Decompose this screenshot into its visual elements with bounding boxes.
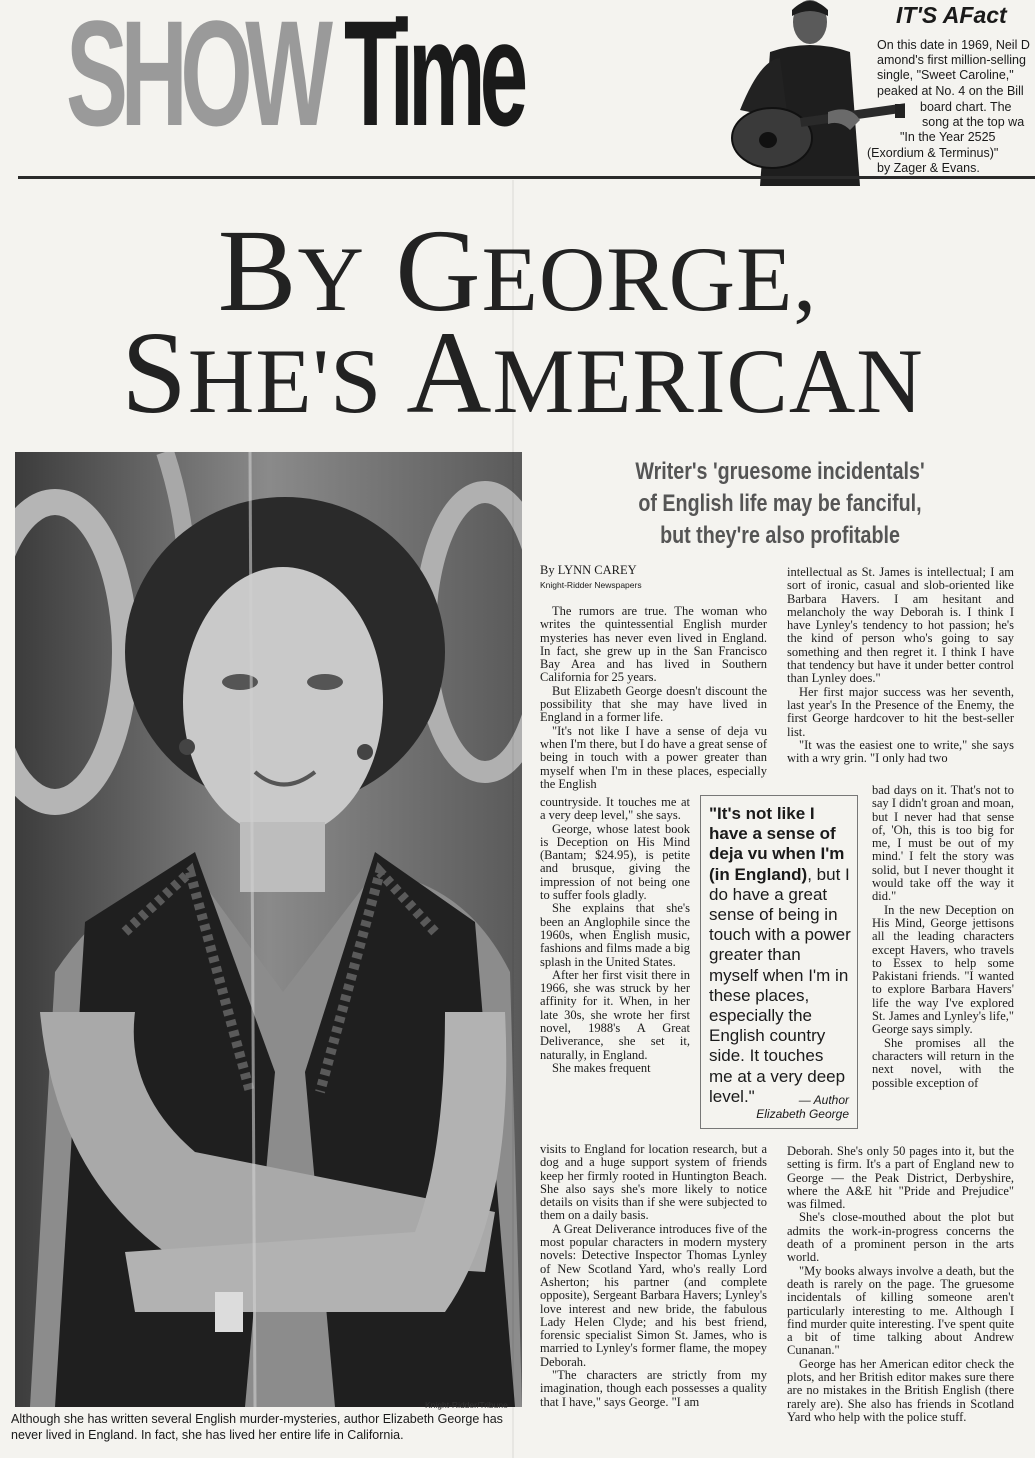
- fact-line: peaked at No. 4 on the Bill: [877, 84, 1024, 98]
- paragraph: After her first visit there in 1966, she was struck by her affinity for it. When, in her late 30s, she wrote her first novel, 1988's A Great Deliverance, she set it, naturally, in England.: [540, 967, 690, 1062]
- paragraph: bad days on it. That's not to say I didn't groan and moan, but I never had that sense of, 'Oh, this is too big for me, I must be out of my mind.' I felt the story was solid, but I never thought it would take off the way it did.": [872, 783, 1014, 904]
- deck-line: of English life may be fanciful,: [638, 490, 922, 517]
- fact-line: (Exordium & Terminus)": [867, 146, 999, 160]
- paragraph: She makes frequent: [552, 1060, 651, 1075]
- logo-time: Time: [344, 0, 523, 157]
- article-column-1-bottom: [540, 1143, 767, 1409]
- fact-line: board chart. The: [920, 100, 1012, 114]
- paragraph: Deborah. She's only 50 pages into it, but the setting is firm. It's a part of England new to George — the Peak District, Derbyshire, where the A&E hit "Pride and Prejudice" was filmed.: [787, 1144, 1014, 1212]
- headline-line-2: SHE'S AMERICAN: [121, 307, 924, 438]
- fact-line: by Zager & Evans.: [877, 161, 980, 175]
- article-column-1-narrow: [540, 796, 690, 1075]
- headline-line-1: BY GEORGE,: [217, 205, 818, 336]
- fact-title: IT'S AFact: [896, 2, 1007, 28]
- article-column-2-bottom: [787, 1145, 1014, 1424]
- paragraph: She's close-mouthed about the plot but admits the work-in-progress concerns the death of a prominent person in the arts world.: [787, 1210, 1014, 1265]
- pull-quote-text: "It's not like I have a sense of deja vu when I'm (in England), but I do have a great sense of being in touch with a power greater than myself when I'm in these places, especially the English country side. It touches me at a very deep level.": [709, 804, 851, 1106]
- paragraph: Her first major success was her seventh, last year's In the Presence of the Enemy, the first George hardcover to hit the best-seller list.: [787, 684, 1014, 739]
- author-photo: [15, 452, 522, 1407]
- pull-quote: [700, 795, 858, 1129]
- paragraph: "My books always involve a death, but the death is rarely on the page. The gruesome incidentals of killing someone aren't particularly interesting to me. Although I find murder quite interesting. I've spent quite a bit of time talking about Andrew Cunanan.": [787, 1263, 1014, 1358]
- fact-line: "In the Year 2525: [900, 130, 996, 144]
- paragraph: countryside. It touches me at a very deep level," she says.: [540, 795, 690, 823]
- paragraph: "The characters are strictly from my imagination, though each possesses a quality that I have," says George. "I am: [540, 1368, 767, 1409]
- paper-fold: [512, 180, 514, 1458]
- paragraph: She explains that she's been an Anglophile since the 1960s, when English music, fashions and films made a big splash in the United States.: [540, 901, 690, 969]
- article-column-1-top: [540, 605, 767, 791]
- article-column-2-top: [787, 566, 1014, 765]
- paragraph: She promises all the characters will return in the next novel, with the possible exception of: [872, 1035, 1014, 1090]
- masthead: [0, 0, 1035, 180]
- article-column-2-narrow: [872, 784, 1014, 1090]
- deck-line: Writer's 'gruesome incidentals': [635, 458, 925, 485]
- logo-show: SHOW: [66, 0, 326, 157]
- deck: [600, 456, 961, 552]
- byline-agency: Knight-Ridder Newspapers: [540, 580, 642, 590]
- paragraph: visits to England for location research, but a dog and a huge support system of friends keep her firmly rooted in Huntington Beach. She also says she's more likely to notice details on visits than if she were subjected to them on a daily basis.: [540, 1142, 767, 1223]
- fact-line: amond's first million-selling: [877, 53, 1026, 67]
- paragraph: "It's not like I have a sense of deja vu when I'm there, but I do have a great sense of being in touch with a power greater than myself when I'm in these places, especially the English: [540, 723, 767, 791]
- paragraph: George has her American editor check the plots, and her British editor makes sure there are no mistakes in the British English (there rarely are). She also has friends in Scotland Yard who help with the police stuff.: [787, 1356, 1014, 1424]
- byline: By LYNN CAREY: [540, 563, 637, 577]
- paragraph: intellectual as St. James is intellectual; I am sort of ironic, casual and slob-oriented like Barbara Havers. I am hesitant and melancholy the way Deborah is. I think I have Lynley's tendency to hot passion; he's the kind of person who's going to say something and then regret it. I think I have that tendency but have it under better control than Lynley does.": [787, 565, 1014, 686]
- photo-caption: Although she has written several English murder-mysteries, author Elizabeth George has never lived in England. In fact, she has lived her entire life in California.: [11, 1412, 503, 1442]
- paragraph: "It was the easiest one to write," she says with a wry grin. "I only had two: [787, 737, 1014, 766]
- paragraph: George, whose latest book is Deception on His Mind (Bantam; $24.95), is petite and brusque, giving the impression of not being one to suffer fools gladly.: [540, 821, 690, 903]
- paragraph: A Great Deliverance introduces five of the most popular characters in modern mystery novels: Detective Inspector Thomas Lynley of New Scotland Yard, who's really Lord Asherton; his partner (and complete opposite), Sergeant Barbara Havers; Lynley's love interest and new bride, the fabulous Lady Helen Clyde; and his best friend, forensic specialist Simon St. James, who is married to Lynley's former flame, the mopey Deborah.: [540, 1221, 767, 1369]
- paragraph: But Elizabeth George doesn't discount the possibility that she may have lived in England in a former life.: [540, 683, 767, 725]
- photo-credit: Knight-Ridder/Tribune: [425, 1400, 508, 1410]
- deck-line: but they're also profitable: [660, 522, 900, 549]
- pull-quote-attribution: — Author Elizabeth George: [756, 1093, 849, 1121]
- fact-line: On this date in 1969, Neil D: [877, 38, 1030, 52]
- paragraph: The rumors are true. The woman who writes the quintessential English murder mysteries has never even lived in England. In fact, she grew up in the San Francisco Bay Area and has lived in Southern California for 25 years.: [540, 604, 767, 685]
- paragraph: In the new Deception on His Mind, George jettisons all the leading characters except Havers, who travels to Essex to help some Pakistani friends. "I wanted to explore Barbara Havers' life the way I've explored St. James and Lynley's life," George says simply.: [872, 902, 1014, 1037]
- fact-line: single, "Sweet Caroline,": [877, 68, 1014, 82]
- masthead-rule: [18, 176, 1035, 179]
- fact-line: song at the top wa: [922, 115, 1025, 129]
